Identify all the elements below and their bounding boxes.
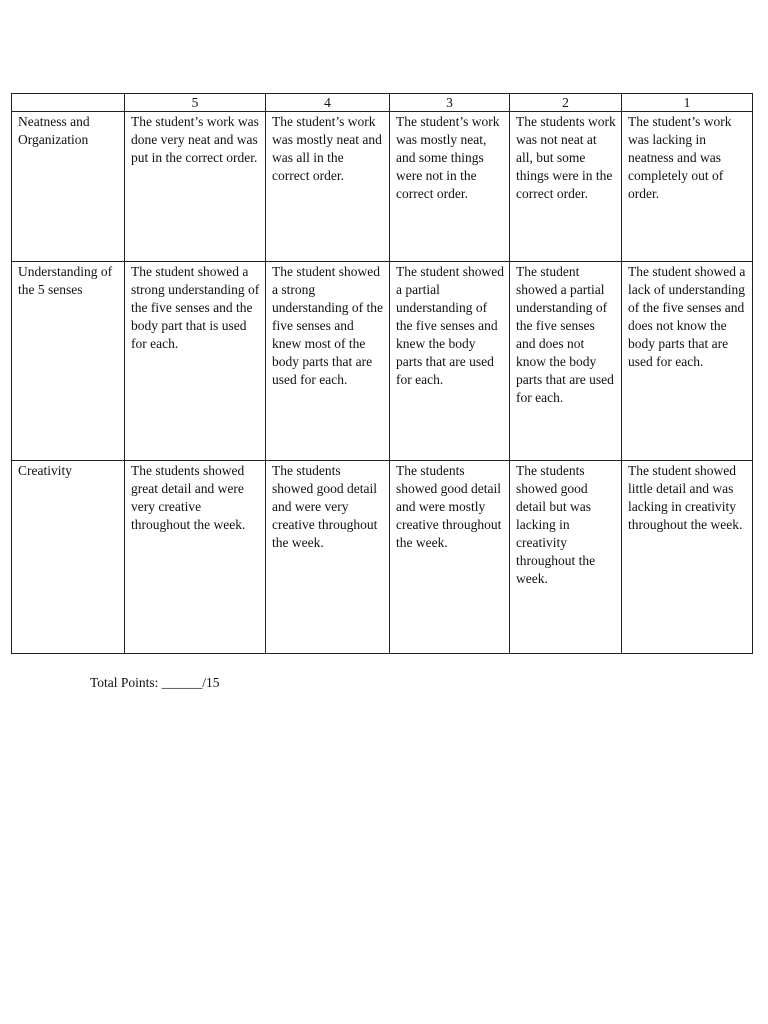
header-corner-cell [12,94,125,112]
criteria-cell-3: The student showed a partial understanding of the five senses and knew the body parts that are used for each. [390,262,510,461]
criteria-cell-4: The student’s work was mostly neat and was all in the correct order. [266,112,390,262]
criteria-cell-1: The student showed a lack of understanding of the five senses and does not know the body parts that are used for each. [622,262,753,461]
criteria-cell-5: The students showed great detail and were very creative throughout the week. [125,461,266,654]
criteria-cell-5: The student showed a strong understanding of the five senses and the body part that is used for each. [125,262,266,461]
header-row [12,94,753,112]
total-points-line: Total Points: ______/15 [90,675,220,690]
category-cell: Neatness and Organization [12,112,125,262]
criteria-cell-1: The student showed little detail and was lacking in creativity throughout the week. [622,461,753,654]
rubric-table [11,93,753,654]
category-cell: Creativity [12,461,125,654]
header-score-2: 2 [510,94,622,112]
criteria-cell-2: The students work was not neat at all, but some things were in the correct order. [510,112,622,262]
criteria-cell-5: The student’s work was done very neat and was put in the correct order. [125,112,266,262]
criteria-cell-3: The students showed good detail and were mostly creative throughout the week. [390,461,510,654]
header-score-5: 5 [125,94,266,112]
table-row-understanding [12,262,753,461]
criteria-cell-4: The students showed good detail and were very creative throughout the week. [266,461,390,654]
header-score-1: 1 [622,94,753,112]
header-score-4: 4 [266,94,390,112]
criteria-cell-2: The students showed good detail but was lacking in creativity throughout the week. [510,461,622,654]
criteria-cell-3: The student’s work was mostly neat, and some things were not in the correct order. [390,112,510,262]
table-row-creativity [12,461,753,654]
header-score-3: 3 [390,94,510,112]
criteria-cell-2: The student showed a partial understanding of the five senses and does not know the body parts that are used for each. [510,262,622,461]
category-cell: Understanding of the 5 senses [12,262,125,461]
table-row-neatness [12,112,753,262]
criteria-cell-4: The student showed a strong understanding of the five senses and knew most of the body parts that are used for each. [266,262,390,461]
criteria-cell-1: The student’s work was lacking in neatness and was completely out of order. [622,112,753,262]
